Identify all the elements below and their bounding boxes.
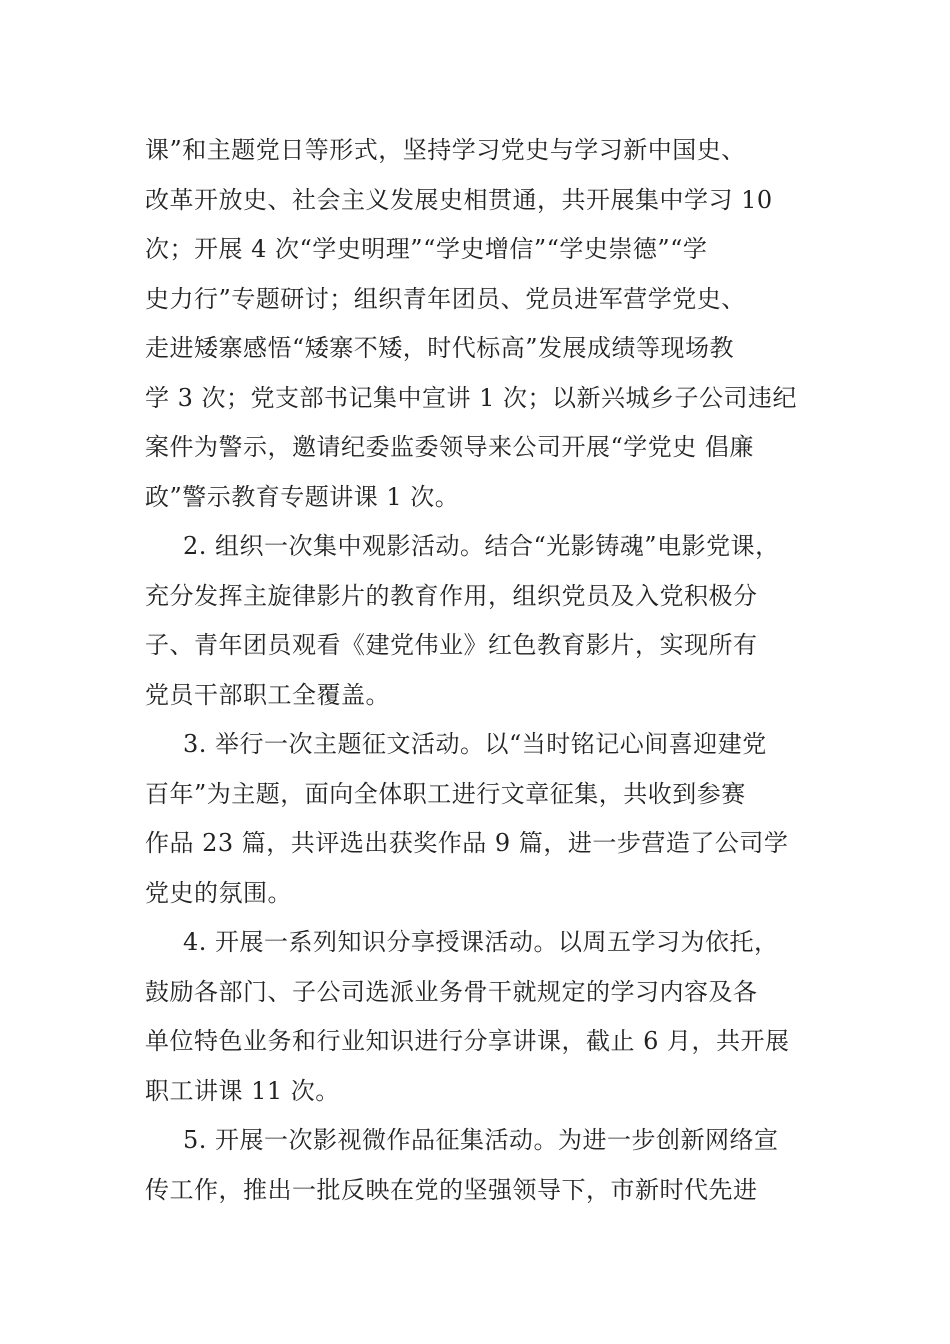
text-line: 案件为警示，邀请纪委监委领导来公司开展“学党史 倡廉 <box>145 433 754 461</box>
text-line: 传工作，推出一批反映在党的坚强领导下，市新时代先进 <box>145 1175 758 1204</box>
text-line: 4. 开展一系列知识分享授课活动。以周五学习为依托， <box>183 928 779 956</box>
text-line: 鼓励各部门、子公司选派业务骨干就规定的学习内容及各 <box>145 977 758 1006</box>
text-line: 政”警示教育专题讲课 1 次。 <box>145 482 460 511</box>
text-line: 职工讲课 11 次。 <box>145 1076 340 1105</box>
text-line: 次；开展 4 次“学史明理”“学史增信”“学史崇德”“学 <box>145 235 708 263</box>
text-line: 党史的氛围。 <box>145 878 292 907</box>
text-line: 史力行”专题研讨；组织青年团员、党员进军营学党史、 <box>145 284 746 313</box>
text-line: 学 3 次；党支部书记集中宣讲 1 次；以新兴城乡子公司违纪 <box>145 383 798 412</box>
paragraph-item-3 <box>145 720 825 918</box>
text-line: 子、青年团员观看《建党伟业》红色教育影片，实现所有 <box>145 631 758 659</box>
paragraph-item-5 <box>145 1116 825 1215</box>
text-line: 2. 组织一次集中观影活动。结合“光影铸魂”电影党课， <box>183 532 780 560</box>
document-body <box>145 126 825 1215</box>
text-line: 党员干部职工全覆盖。 <box>145 680 390 709</box>
text-line: 课”和主题党日等形式，坚持学习党史与学习新中国史、 <box>145 136 746 164</box>
text-line: 单位特色业务和行业知识进行分享讲课，截止 6 月，共开展 <box>145 1027 790 1055</box>
paragraph-item-2 <box>145 522 825 720</box>
text-line: 作品 23 篇，共评选出获奖作品 9 篇，进一步营造了公司学 <box>145 829 789 857</box>
text-line: 5. 开展一次影视微作品征集活动。为进一步创新网络宣 <box>183 1126 779 1154</box>
paragraph-continued <box>145 126 825 522</box>
paragraph-item-4 <box>145 918 825 1116</box>
text-line: 百年”为主题，面向全体职工进行文章征集，共收到参赛 <box>145 779 746 808</box>
text-line: 充分发挥主旋律影片的教育作用，组织党员及入党积极分 <box>145 581 758 610</box>
text-line: 3. 举行一次主题征文活动。以“当时铭记心间喜迎建党 <box>183 730 767 758</box>
text-line: 改革开放史、社会主义发展史相贯通，共开展集中学习 10 <box>145 185 773 214</box>
text-line: 走进矮寨感悟“矮寨不矮，时代标高”发展成绩等现场教 <box>145 334 735 362</box>
